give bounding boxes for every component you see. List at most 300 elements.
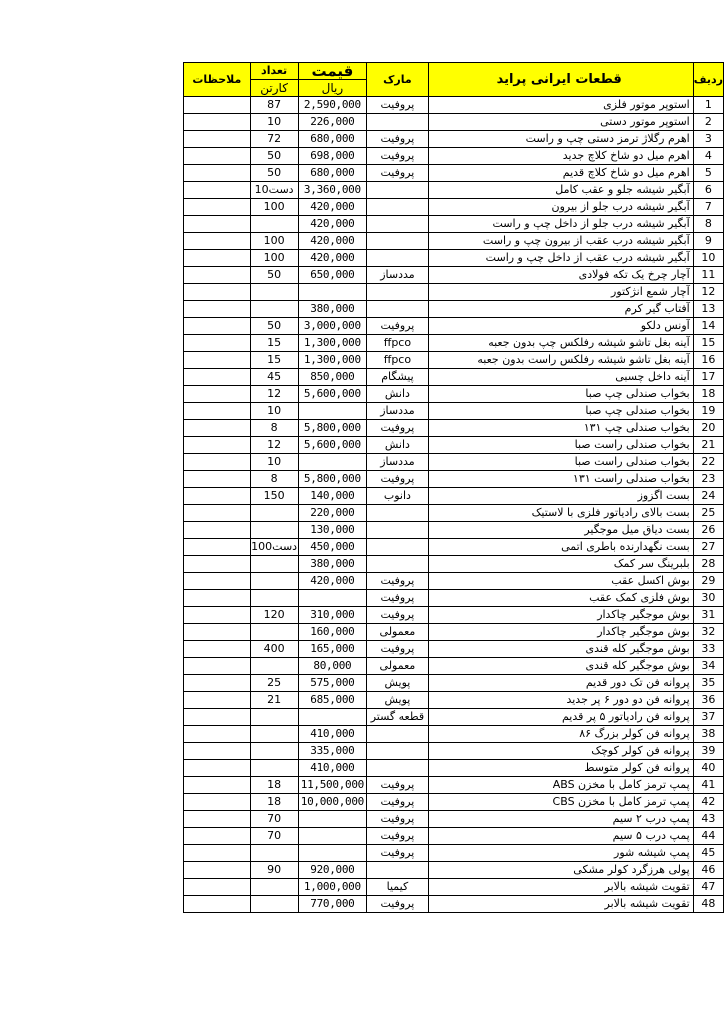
row-price [298,709,367,726]
table-row [184,828,724,845]
row-part-name: پمپ درب ۲ سیم [428,811,693,828]
row-notes [184,114,251,131]
row-number: 30 [693,590,723,607]
row-number: 46 [693,862,723,879]
price-list-table [183,62,724,913]
row-qty [250,556,298,573]
row-brand: پروفیت [367,828,428,845]
row-notes [184,573,251,590]
row-part-name: بوش اکسل عقب [428,573,693,590]
row-qty [250,743,298,760]
row-qty: 12 [250,437,298,454]
row-brand: پیشگام [367,369,428,386]
table-row [184,386,724,403]
row-price: 920,000 [298,862,367,879]
row-brand [367,743,428,760]
row-number: 29 [693,573,723,590]
row-notes [184,352,251,369]
row-price: 420,000 [298,250,367,267]
row-number: 26 [693,522,723,539]
row-price: 1,000,000 [298,879,367,896]
table-row [184,199,724,216]
table-row [184,335,724,352]
row-part-name: پمپ ترمز کامل با مخزن CBS [428,794,693,811]
row-part-name: آونس دلکو [428,318,693,335]
table-row [184,692,724,709]
row-price: 420,000 [298,573,367,590]
row-notes [184,607,251,624]
row-price: 310,000 [298,607,367,624]
row-brand: پویش [367,675,428,692]
row-qty [250,522,298,539]
row-brand: مددساز [367,403,428,420]
row-price: 335,000 [298,743,367,760]
row-qty: 25 [250,675,298,692]
row-part-name: بوش موجگیر چاکدار [428,624,693,641]
row-notes [184,777,251,794]
row-number: 43 [693,811,723,828]
row-qty [250,845,298,862]
table-row [184,726,724,743]
row-brand: پروفیت [367,896,428,913]
row-price [298,845,367,862]
row-price: 226,000 [298,114,367,131]
row-qty: 21 [250,692,298,709]
row-brand: قطعه گستر [367,709,428,726]
table-row [184,250,724,267]
row-part-name: آبگیر شیشه درب جلو از بیرون [428,199,693,216]
row-brand [367,522,428,539]
row-part-name: بست نگهدارنده باطری اتمی [428,539,693,556]
row-brand [367,760,428,777]
row-brand: پروفیت [367,811,428,828]
row-part-name: بلبرینگ سر کمک [428,556,693,573]
table-row [184,165,724,182]
header-qty: تعداد [250,63,298,80]
row-notes [184,216,251,233]
row-price: 410,000 [298,760,367,777]
row-brand [367,216,428,233]
table-row [184,845,724,862]
table-row [184,607,724,624]
row-brand: پروفیت [367,573,428,590]
row-notes [184,675,251,692]
row-part-name: بخواب صندلی چپ صبا [428,403,693,420]
row-price: 680,000 [298,165,367,182]
row-qty: 50 [250,148,298,165]
row-notes [184,709,251,726]
row-number: 9 [693,233,723,250]
row-brand [367,539,428,556]
table-body [184,97,724,913]
row-price: 3,000,000 [298,318,367,335]
table-row [184,743,724,760]
row-part-name: بوش موجگیر کله قندی [428,658,693,675]
table-row [184,97,724,114]
row-part-name: آچار چرخ یک تکه فولادی [428,267,693,284]
row-price: 130,000 [298,522,367,539]
row-part-name: پروانه فن تک دور قدیم [428,675,693,692]
row-brand: کیمیا [367,879,428,896]
table-row [184,879,724,896]
row-qty [250,590,298,607]
row-number: 39 [693,743,723,760]
row-number: 8 [693,216,723,233]
row-brand [367,233,428,250]
row-price: 80,000 [298,658,367,675]
row-part-name: بست دیاق میل موجگیر [428,522,693,539]
row-brand: پروفیت [367,845,428,862]
row-part-name: آبگیر شیشه درب عقب از بیرون چپ و راست [428,233,693,250]
header-part: قطعات ایرانی پراید [428,63,693,97]
row-qty [250,624,298,641]
row-qty: 50 [250,267,298,284]
row-notes [184,794,251,811]
row-qty: 10 [250,403,298,420]
row-notes [184,692,251,709]
table-row [184,794,724,811]
row-brand: دانش [367,386,428,403]
row-qty [250,301,298,318]
table-row [184,641,724,658]
row-brand: پروفیت [367,97,428,114]
row-notes [184,131,251,148]
row-part-name: پمپ درب ۵ سیم [428,828,693,845]
row-part-name: بوش موجگیر چاکدار [428,607,693,624]
row-price: 3,360,000 [298,182,367,199]
row-number: 4 [693,148,723,165]
row-notes [184,658,251,675]
row-qty: 15 [250,335,298,352]
row-part-name: پروانه فن کولر کوچک [428,743,693,760]
row-notes [184,471,251,488]
row-qty [250,505,298,522]
row-qty: 10 [250,454,298,471]
row-number: 1 [693,97,723,114]
row-number: 41 [693,777,723,794]
row-number: 27 [693,539,723,556]
row-number: 36 [693,692,723,709]
row-number: 2 [693,114,723,131]
row-brand: ffpco [367,352,428,369]
row-notes [184,828,251,845]
row-part-name: پروانه فن کولر متوسط [428,760,693,777]
row-number: 6 [693,182,723,199]
row-brand: پروفیت [367,318,428,335]
row-price: 1,300,000 [298,335,367,352]
row-part-name: تقویت شیشه بالابر [428,879,693,896]
row-qty: 100 [250,250,298,267]
row-notes [184,624,251,641]
row-price: 575,000 [298,675,367,692]
row-price: 450,000 [298,539,367,556]
row-brand [367,284,428,301]
table-row [184,284,724,301]
header-brand: مارک [367,63,428,97]
row-brand: دانش [367,437,428,454]
row-price [298,811,367,828]
row-notes [184,556,251,573]
row-notes [184,267,251,284]
row-notes [184,641,251,658]
row-qty [250,896,298,913]
row-part-name: تقویت شیشه بالابر [428,896,693,913]
table-row [184,709,724,726]
row-brand [367,182,428,199]
row-price: 380,000 [298,556,367,573]
row-brand [367,556,428,573]
row-part-name: بخواب صندلی راست ۱۳۱ [428,471,693,488]
header-row: ردیف [693,63,723,97]
row-number: 3 [693,131,723,148]
header-price: قیمت [298,63,367,80]
row-qty: 100دست [250,539,298,556]
row-part-name: آینه داخل چسبی [428,369,693,386]
row-price: 11,500,000 [298,777,367,794]
row-qty [250,284,298,301]
table-row [184,114,724,131]
row-brand [367,114,428,131]
table-row [184,471,724,488]
row-notes [184,743,251,760]
row-notes [184,896,251,913]
row-qty: 72 [250,131,298,148]
table-row [184,624,724,641]
row-part-name: بوش موجگیر کله قندی [428,641,693,658]
row-price: 5,800,000 [298,471,367,488]
row-qty: 18 [250,794,298,811]
row-price: 165,000 [298,641,367,658]
row-part-name: اهرم میل دو شاخ کلاچ جدید [428,148,693,165]
row-brand [367,199,428,216]
row-part-name: اهرم رگلاژ ترمز دستی چپ و راست [428,131,693,148]
row-qty: 10دست [250,182,298,199]
row-price: 410,000 [298,726,367,743]
row-price [298,590,367,607]
row-price: 10,000,000 [298,794,367,811]
row-brand: مددساز [367,267,428,284]
row-price: 5,600,000 [298,386,367,403]
row-price: 685,000 [298,692,367,709]
row-brand: پروفیت [367,607,428,624]
row-number: 44 [693,828,723,845]
row-number: 37 [693,709,723,726]
row-qty: 150 [250,488,298,505]
row-part-name: پمپ ترمز کامل با مخزن ABS [428,777,693,794]
row-part-name: آبگیر شیشه درب جلو از داخل چپ و راست [428,216,693,233]
row-number: 25 [693,505,723,522]
table-row [184,862,724,879]
row-qty: 70 [250,828,298,845]
row-qty: 100 [250,233,298,250]
row-brand: پروفیت [367,420,428,437]
row-qty: 50 [250,165,298,182]
row-price: 420,000 [298,199,367,216]
row-number: 38 [693,726,723,743]
row-number: 45 [693,845,723,862]
row-qty: 15 [250,352,298,369]
row-brand: پروفیت [367,148,428,165]
row-qty [250,216,298,233]
row-number: 20 [693,420,723,437]
row-number: 35 [693,675,723,692]
table-row [184,896,724,913]
row-number: 11 [693,267,723,284]
table-row [184,131,724,148]
row-price: 850,000 [298,369,367,386]
row-part-name: آفتاب گیر کرم [428,301,693,318]
row-number: 14 [693,318,723,335]
row-notes [184,811,251,828]
table-row [184,148,724,165]
row-number: 34 [693,658,723,675]
row-number: 19 [693,403,723,420]
row-part-name: پمپ شیشه شور [428,845,693,862]
row-qty: 70 [250,811,298,828]
row-part-name: بوش فلزی کمک عقب [428,590,693,607]
row-part-name: بست بالای رادیاتور فلزی با لاستیک [428,505,693,522]
row-qty: 18 [250,777,298,794]
row-qty [250,879,298,896]
row-notes [184,437,251,454]
row-notes [184,726,251,743]
row-number: 28 [693,556,723,573]
row-part-name: آچار شمع انژکتور [428,284,693,301]
row-part-name: آبگیر شیشه درب عقب از داخل چپ و راست [428,250,693,267]
row-qty: 45 [250,369,298,386]
table-row [184,352,724,369]
row-brand [367,250,428,267]
row-notes [184,879,251,896]
row-number: 21 [693,437,723,454]
row-brand [367,505,428,522]
table-row [184,811,724,828]
row-notes [184,403,251,420]
row-qty: 12 [250,386,298,403]
row-price: 1,300,000 [298,352,367,369]
row-notes [184,386,251,403]
table-row [184,403,724,420]
row-notes [184,845,251,862]
table-row [184,216,724,233]
table-row [184,675,724,692]
row-qty [250,573,298,590]
header-notes: ملاحظات [184,63,251,97]
row-brand: پروفیت [367,165,428,182]
row-price: 698,000 [298,148,367,165]
row-notes [184,590,251,607]
table-row [184,437,724,454]
row-part-name: پروانه فن دو دور ۶ پر جدید [428,692,693,709]
row-brand: پروفیت [367,641,428,658]
row-price: 5,800,000 [298,420,367,437]
row-brand: پروفیت [367,777,428,794]
row-qty: 8 [250,471,298,488]
row-part-name: آینه بغل تاشو شیشه رفلکس راست بدون جعبه [428,352,693,369]
row-part-name: بخواب صندلی راست صبا [428,437,693,454]
row-price: 420,000 [298,216,367,233]
row-notes [184,301,251,318]
row-notes [184,284,251,301]
row-notes [184,97,251,114]
row-brand: پروفیت [367,471,428,488]
row-price: 2,590,000 [298,97,367,114]
row-qty: 100 [250,199,298,216]
row-part-name: بخواب صندلی چپ ۱۳۱ [428,420,693,437]
row-price: 160,000 [298,624,367,641]
row-notes [184,539,251,556]
table-row [184,369,724,386]
row-notes [184,335,251,352]
table-row [184,488,724,505]
table-row [184,233,724,250]
row-notes [184,454,251,471]
row-notes [184,250,251,267]
row-qty: 87 [250,97,298,114]
row-notes [184,488,251,505]
row-part-name: پولی هرزگرد کولر مشکی [428,862,693,879]
row-brand [367,726,428,743]
row-qty: 50 [250,318,298,335]
row-brand [367,301,428,318]
row-price [298,403,367,420]
row-notes [184,760,251,777]
row-part-name: استوپر موتور دستی [428,114,693,131]
row-qty [250,709,298,726]
row-qty: 8 [250,420,298,437]
row-notes [184,318,251,335]
row-price [298,454,367,471]
row-brand: ffpco [367,335,428,352]
row-brand: پویش [367,692,428,709]
table-row [184,522,724,539]
row-notes [184,182,251,199]
table-row [184,505,724,522]
row-number: 23 [693,471,723,488]
row-number: 5 [693,165,723,182]
header-qty-unit: کارتن [250,80,298,97]
row-part-name: پروانه فن کولر بزرگ ۸۶ [428,726,693,743]
row-price: 380,000 [298,301,367,318]
row-qty [250,760,298,777]
row-number: 13 [693,301,723,318]
row-notes [184,233,251,250]
row-number: 15 [693,335,723,352]
row-price: 770,000 [298,896,367,913]
row-number: 32 [693,624,723,641]
row-notes [184,165,251,182]
table-row [184,777,724,794]
row-qty: 400 [250,641,298,658]
row-price: 220,000 [298,505,367,522]
row-price: 650,000 [298,267,367,284]
row-notes [184,199,251,216]
table-row [184,267,724,284]
row-qty: 120 [250,607,298,624]
row-part-name: آبگیر شیشه جلو و عقب کامل [428,182,693,199]
table-row [184,590,724,607]
row-notes [184,420,251,437]
row-qty: 90 [250,862,298,879]
row-number: 40 [693,760,723,777]
row-part-name: استوپر موتور فلزی [428,97,693,114]
row-qty: 10 [250,114,298,131]
row-notes [184,369,251,386]
row-part-name: اهرم میل دو شاخ کلاچ قدیم [428,165,693,182]
row-qty [250,658,298,675]
table-header [184,63,724,97]
table-row [184,182,724,199]
